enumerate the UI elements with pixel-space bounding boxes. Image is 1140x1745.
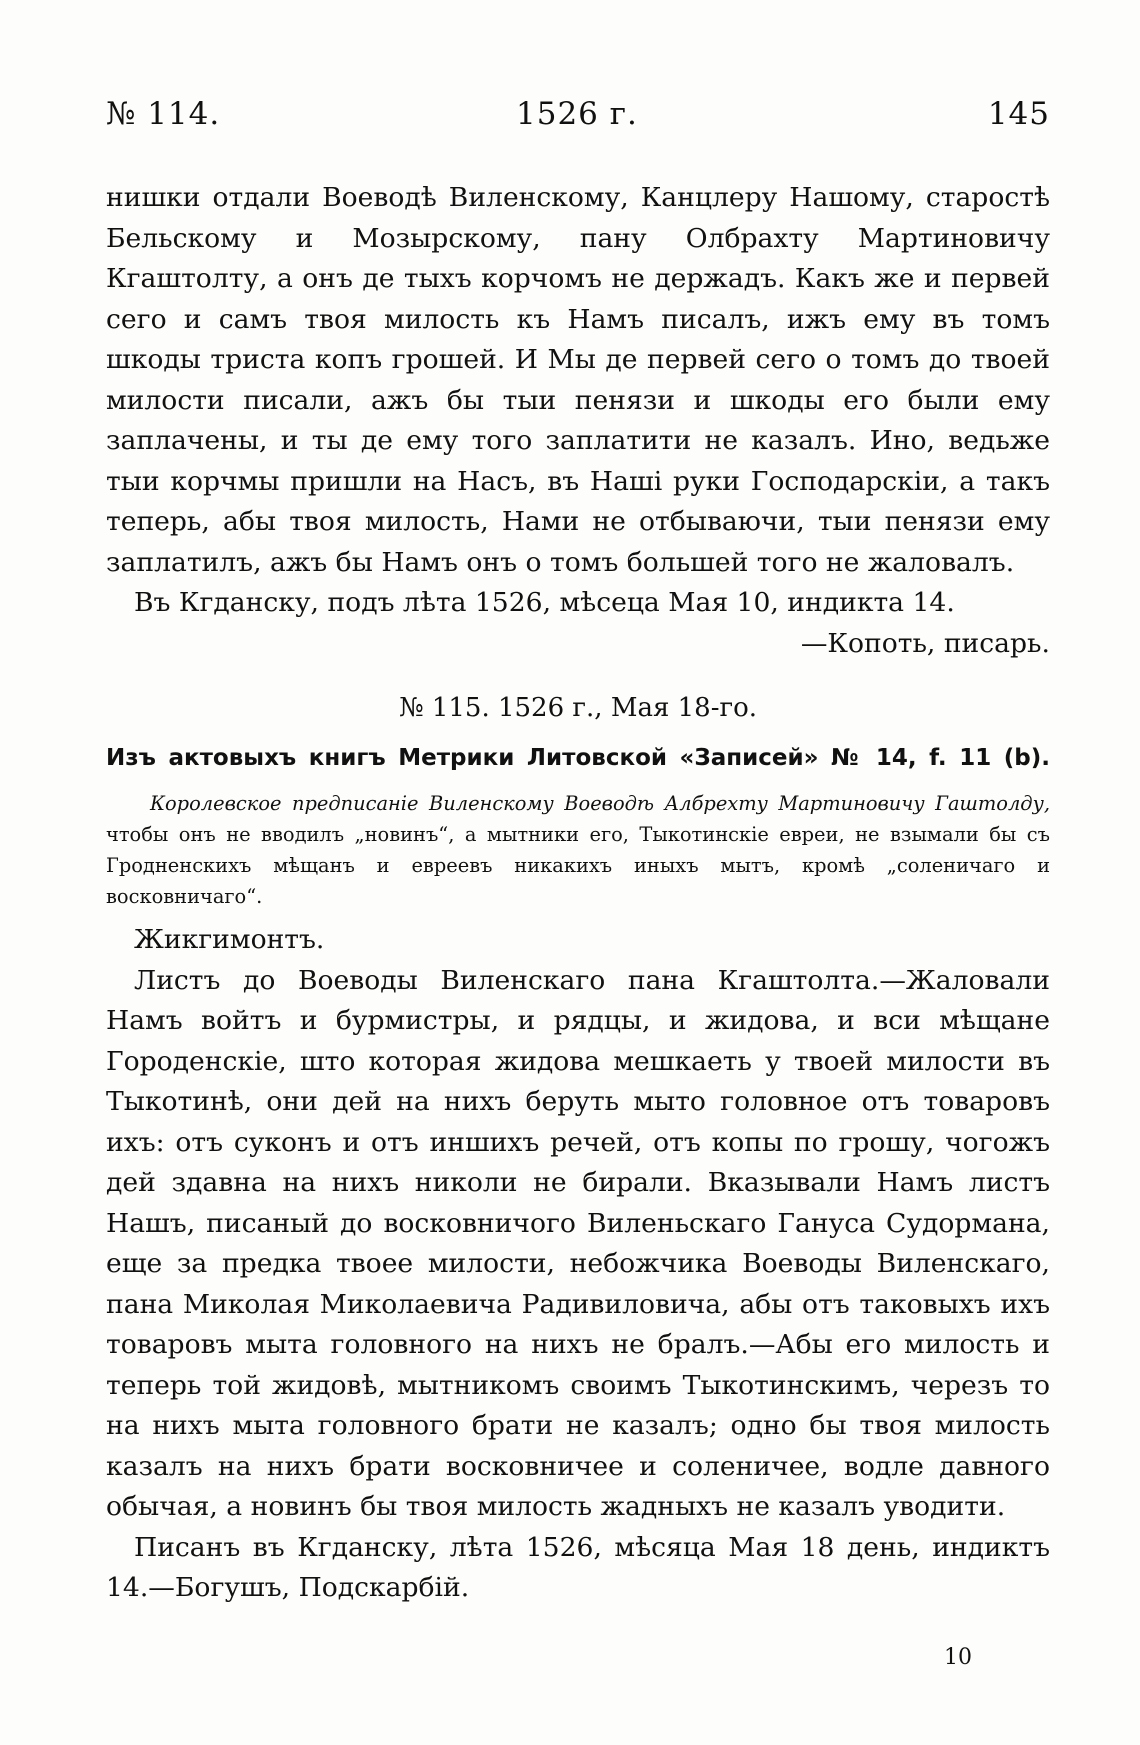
header-page-number: 145 xyxy=(987,96,1050,132)
signature-mark: 10 xyxy=(944,1645,972,1670)
doc115-source: Изъ актовыхъ книгъ Метрики Литовской «Записей» № 14, f. 11 (b). xyxy=(106,745,1050,771)
page-header xyxy=(106,96,1050,136)
doc115-summary xyxy=(106,788,1050,912)
doc115-body: Листъ до Воеводы Виленскаго пана Кгаштолта.—Жаловали Намъ войтъ и бурмистры, и рядцы, и жидова, и вси мѣщане Городенскіе, што которая жидова мешкаеть у твоей милости въ Тыкотинѣ, они дей на нихъ беруть мыто головное отъ товаровъ ихъ: отъ суконъ и отъ иншихъ речей, отъ копы по грошу, чогожъ дей здавна на нихъ николи не бирали. Вказывали Намъ листъ Нашъ, писаный до восковничого Виленьскаго Гануса Судормана, еще за предка твоее милости, небожчика Воеводы Виленскаго, пана Миколая Миколаевича Радивиловича, абы отъ таковыхъ ихъ товаровъ мыта головного на нихъ не бралъ.—Абы его милость и теперь той жидовѣ, мытникомъ своимъ Тыкотинскимъ, черезъ то на нихъ мыта головного брати не казалъ; одно бы твоя милость казалъ на нихъ брати восковничее и соленичее, водле давного обычая, а новинъ бы твоя милость жадныхъ не казалъ уводити. xyxy=(106,964,1050,1522)
doc115-salutation: Жикгимонтъ. xyxy=(134,924,325,955)
doc114-signature: —Копоть, писарь. xyxy=(800,627,1050,659)
header-doc-number: № 114. xyxy=(106,96,221,132)
doc115-summary-rest: чтобы онъ не вводилъ „новинъ“, а мытники его, Тыкотинскіе евреи, не взымали бы съ Гродненскихъ мѣщанъ и евреевъ никакихъ иныхъ мытъ, кромѣ „соленичаго и восковничаго“. xyxy=(106,823,1050,908)
doc114-body: нишки отдали Воеводѣ Виленскому, Канцлеру Нашому, старостѣ Бельскому и Мозырскому, пану Олбрахту Мартиновичу Кгаштолту, а онъ де тыхъ корчомъ не держадъ. Какъ же и первей сего и самъ твоя милость къ Намъ писалъ, ижъ ему въ томъ шкоды триста копъ грошей. И Мы де первей сего о томъ до твоей милости писали, ажъ бы тыи пенязи и шкоды его были ему заплачены, и ты де ему того заплатити не казалъ. Ино, ведьже тыи корчмы пришли на Насъ, въ Нашi руки Господарскіи, а такъ теперь, абы твоя милость, Нами не отбываючи, тыи пенязи ему заплатилъ, ажъ бы Намъ онъ о томъ большей того не жаловалъ. xyxy=(106,182,1050,578)
page-content xyxy=(106,178,1050,1609)
doc115-closing: Писанъ въ Кгданску, лѣта 1526, мѣсяца Мая 18 день, индиктъ 14.—Богушъ, Подскарбій. xyxy=(106,1531,1050,1603)
header-year: 1526 г. xyxy=(516,96,638,132)
doc115-summary-italic: Королевское предписаніе Виленскому Воеводѣ Албрехту Мартиновичу Гаштолду, xyxy=(150,792,1050,815)
doc114-dateline: Въ Кгданску, подъ лѣта 1526, мѣсеца Мая 10, индикта 14. xyxy=(134,587,955,618)
doc115-title: № 115. 1526 г., Мая 18-го. xyxy=(398,693,758,723)
